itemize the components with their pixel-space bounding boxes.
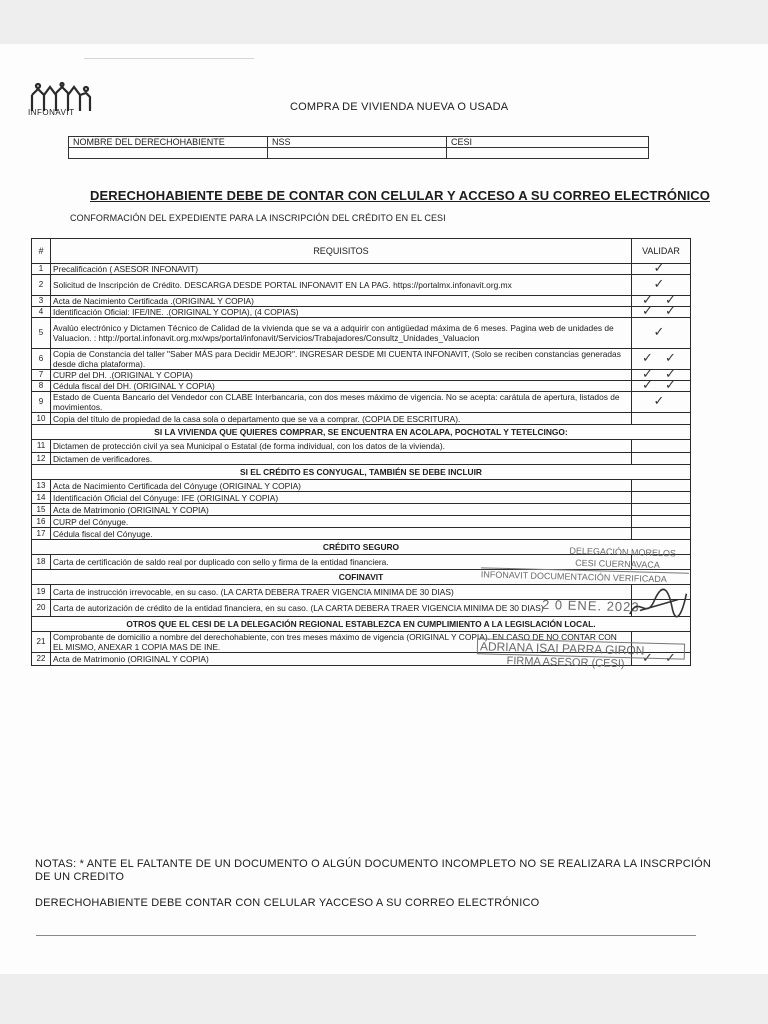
col-header-num: # bbox=[32, 239, 51, 264]
header-field-name: NOMBRE DEL DERECHOHABIENTE bbox=[69, 137, 268, 148]
beneficiary-header-table bbox=[68, 136, 649, 159]
validate-check-icon: ✓ bbox=[632, 392, 691, 413]
requirement-row bbox=[32, 528, 691, 540]
validate-check-icon bbox=[632, 504, 691, 516]
signature-icon bbox=[628, 584, 689, 626]
row-number: 3 bbox=[32, 296, 51, 307]
header-field-cesi: CESI bbox=[447, 137, 649, 148]
row-number: 19 bbox=[32, 585, 51, 600]
requirement-row bbox=[32, 480, 691, 492]
requirement-row bbox=[32, 504, 691, 516]
validate-check-icon: ✓ ✓ bbox=[632, 307, 691, 318]
row-number: 1 bbox=[32, 264, 51, 275]
banner-heading: DERECHOHABIENTE DEBE DE CONTAR CON CELULAR Y ACCESO A SU CORREO ELECTRÓNICO bbox=[90, 188, 710, 203]
validate-check-icon: ✓ ✓ bbox=[632, 370, 691, 381]
validate-check-icon: ✓ ✓ bbox=[632, 296, 691, 307]
row-number: 11 bbox=[32, 440, 51, 453]
validate-check-icon bbox=[632, 528, 691, 540]
section-title: COFINAVIT bbox=[32, 570, 691, 585]
col-header-requirements: REQUISITOS bbox=[51, 239, 632, 264]
requirement-text: Acta de Nacimiento Certificada del Cónyuge (ORIGINAL Y COPIA) bbox=[51, 480, 632, 492]
requirement-text: Estado de Cuenta Bancario del Vendedor con CLABE Interbancaria, con dos meses máximo de vigencia. No se acepta: carátula de apertura, listados de movimientos. bbox=[51, 392, 632, 413]
requirement-row bbox=[32, 413, 691, 425]
requirement-row bbox=[32, 318, 691, 349]
validate-check-icon bbox=[632, 480, 691, 492]
row-number: 8 bbox=[32, 381, 51, 392]
stamp-delegation: DELEGACIÓN MORELOS bbox=[569, 545, 677, 559]
row-number: 12 bbox=[32, 453, 51, 465]
section-title: OTROS QUE EL CESI DE LA DELEGACIÓN REGIONAL ESTABLEZCA EN CUMPLIMIENTO A LA LEGISLACIÓN LOCAL. bbox=[32, 617, 691, 632]
row-number: 2 bbox=[32, 275, 51, 296]
row-number: 22 bbox=[32, 653, 51, 666]
validate-check-icon bbox=[632, 440, 691, 453]
footer-note: DERECHOHABIENTE DEBE CONTAR CON CELULAR YACCESO A SU CORREO ELECTRÓNICO bbox=[35, 897, 540, 909]
row-number: 7 bbox=[32, 370, 51, 381]
requirement-text: Dictamen de verificadores. bbox=[51, 453, 632, 465]
requirement-text: Acta de Nacimiento Certificada .(ORIGINAL Y COPIA) bbox=[51, 296, 632, 307]
row-number: 21 bbox=[32, 632, 51, 653]
requirement-text: Precalificación ( ASESOR INFONAVIT) bbox=[51, 264, 632, 275]
requirement-text: CURP del Cónyuge. bbox=[51, 516, 632, 528]
notes: NOTAS: * ANTE EL FALTANTE DE UN DOCUMENTO O ALGÚN DOCUMENTO INCOMPLETO NO SE REALIZARA LA INSCRPCIÓN DE UN CREDITO bbox=[35, 858, 712, 883]
requirement-row bbox=[32, 440, 691, 453]
requirement-text: Copia del título de propiedad de la casa sola o departamento que se va a comprar. (COPIA DE ESCRITURA). bbox=[51, 413, 632, 425]
row-number: 20 bbox=[32, 600, 51, 617]
section-title: SI LA VIVIENDA QUE QUIERES COMPRAR, SE ENCUENTRA EN ACOLAPA, POCHOTAL Y TETELCINGO: bbox=[32, 425, 691, 440]
stamp-advisor-role: FIRMA ASESOR (CESI) bbox=[506, 655, 625, 671]
col-header-validate: VALIDAR bbox=[632, 239, 691, 264]
requirement-text: Acta de Matrimonio (ORIGINAL Y COPIA) bbox=[51, 653, 632, 666]
row-number: 4 bbox=[32, 307, 51, 318]
top-rule bbox=[84, 58, 254, 59]
requirement-row bbox=[32, 381, 691, 392]
stamp-advisor-name: ADRIANA ISAI PARRA GIRON bbox=[477, 638, 685, 659]
validate-check-icon: ✓ bbox=[632, 264, 691, 275]
row-number: 14 bbox=[32, 492, 51, 504]
requirement-row bbox=[32, 392, 691, 413]
requirement-row bbox=[32, 453, 691, 465]
validate-check-icon bbox=[632, 492, 691, 504]
row-number: 10 bbox=[32, 413, 51, 425]
requirement-text: Cédula fiscal del DH. (ORIGINAL Y COPIA) bbox=[51, 381, 632, 392]
requirement-row bbox=[32, 349, 691, 370]
requirement-row bbox=[32, 307, 691, 318]
requirement-row bbox=[32, 370, 691, 381]
validate-check-icon: ✓ ✓ bbox=[632, 381, 691, 392]
stamp-date: 2 0 ENE. 2023 bbox=[541, 596, 640, 615]
requirement-text: CURP del DH. .(ORIGINAL Y COPIA) bbox=[51, 370, 632, 381]
row-number: 5 bbox=[32, 318, 51, 349]
subtitle: CONFORMACIÓN DEL EXPEDIENTE PARA LA INSCRIPCIÓN DEL CRÉDITO EN EL CESI bbox=[70, 213, 446, 223]
requirement-text: Identificación Oficial: IFE/INE. .(ORIGINAL Y COPIA), (4 COPIAS) bbox=[51, 307, 632, 318]
logo-text: INFONAVIT bbox=[28, 108, 75, 117]
requirement-text: Carta de instrucción irrevocable, en su caso. (LA CARTA DEBERA TRAER VIGENCIA MINIMA DE 30 DIAS) bbox=[51, 585, 632, 600]
section-title: SI EL CRÉDITO ES CONYUGAL, TAMBIÉN SE DEBE INCLUIR bbox=[32, 465, 691, 480]
requirement-row bbox=[32, 516, 691, 528]
requirement-row bbox=[32, 296, 691, 307]
stamp-verified: INFONAVIT DOCUMENTACIÓN VERIFICADA bbox=[481, 567, 689, 584]
requirement-text: Dictamen de protección civil ya sea Municipal o Estatal (de forma individual, con los datos de la vivienda). bbox=[51, 440, 632, 453]
validate-check-icon bbox=[632, 453, 691, 465]
validate-check-icon: ✓ ✓ bbox=[632, 653, 691, 666]
header-value-name bbox=[69, 148, 268, 159]
validate-check-icon bbox=[632, 413, 691, 425]
row-number: 9 bbox=[32, 392, 51, 413]
requirement-text: Comprobante de domicilio a nombre del derechohabiente, con tres meses máximo de vigencia (ORIGINAL Y COPIA). EN CASO DE NO CONTAR CON EL MISMO, ANEXAR 1 COPIA MAS DE INE. bbox=[51, 632, 632, 653]
row-number: 15 bbox=[32, 504, 51, 516]
requirement-text: Carta de certificación de saldo real por duplicado con sello y firma de la entidad financiera. bbox=[51, 555, 632, 570]
requirement-row bbox=[32, 492, 691, 504]
verification-stamp bbox=[476, 540, 689, 675]
section-row bbox=[32, 425, 691, 440]
requirement-text: Identificación Oficial del Cónyuge: IFE (ORIGINAL Y COPIA) bbox=[51, 492, 632, 504]
row-number: 17 bbox=[32, 528, 51, 540]
requirement-text: Cédula fiscal del Cónyuge. bbox=[51, 528, 632, 540]
validate-check-icon: ✓ bbox=[632, 275, 691, 296]
document-title: COMPRA DE VIVIENDA NUEVA O USADA bbox=[290, 101, 509, 113]
row-number: 6 bbox=[32, 349, 51, 370]
validate-check-icon bbox=[632, 516, 691, 528]
header-value-cesi bbox=[447, 148, 649, 159]
requirement-text: Solicitud de Inscripción de Crédito. DESCARGA DESDE PORTAL INFONAVIT EN LA PAG. https://portalmx.infonavit.org.mx bbox=[51, 275, 632, 296]
row-number: 18 bbox=[32, 555, 51, 570]
stamp-cesi: CESI CUERNAVACA bbox=[575, 557, 660, 570]
section-title: CRÉDITO SEGURO bbox=[32, 540, 691, 555]
validate-check-icon: ✓ bbox=[632, 318, 691, 349]
requirement-text: Acta de Matrimonio (ORIGINAL Y COPIA) bbox=[51, 504, 632, 516]
requirement-row bbox=[32, 264, 691, 275]
header-value-nss bbox=[268, 148, 447, 159]
validate-check-icon: ✓ ✓ bbox=[632, 349, 691, 370]
requirement-text: Avalúo electrónico y Dictamen Técnico de Calidad de la vivienda que se va a adquirir con antigüedad máxima de 6 meses. Pagina web de unidades de Valuacion. : http://portal.infonavit.org.mx/wps/portal/infonavit/Servicios/Trabajadores/Consultz_Unidades_Valuacion bbox=[51, 318, 632, 349]
header-field-nss: NSS bbox=[268, 137, 447, 148]
bottom-rule bbox=[36, 935, 696, 936]
section-row bbox=[32, 465, 691, 480]
requirement-text: Carta de autorización de crédito de la entidad financiera, en su caso. (LA CARTA DEBERA TRAER VIGENCIA MINIMA DE 30 DIAS) bbox=[51, 600, 632, 617]
requirement-row bbox=[32, 275, 691, 296]
row-number: 13 bbox=[32, 480, 51, 492]
row-number: 16 bbox=[32, 516, 51, 528]
requirement-text: Copia de Constancia del taller "Saber MÁS para Decidir MEJOR". INGRESAR DESDE MI CUENTA INFONAVIT, (Solo se reciben constancias generadas desde dicha plataforma). bbox=[51, 349, 632, 370]
